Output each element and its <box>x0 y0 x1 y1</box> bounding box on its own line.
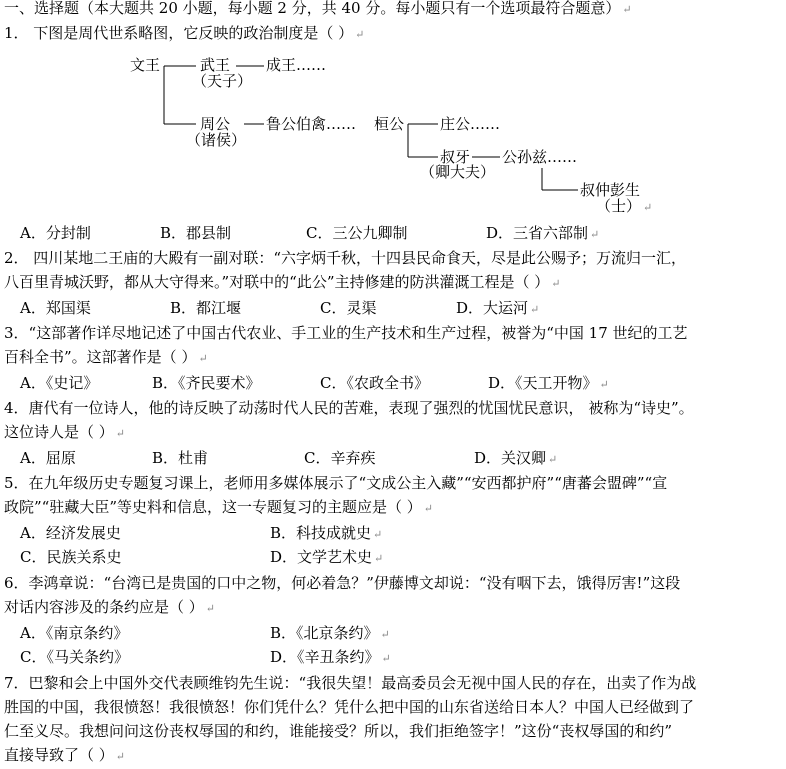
tree-label-shi-text: （士） <box>596 197 642 215</box>
tree-label-zhuhou: （诸侯） <box>186 131 247 149</box>
tree-node-gongsunzi: 公孙兹…… <box>502 148 578 166</box>
tree-label-tianzi: （天子） <box>192 72 253 90</box>
tree-node-zhuanggong: 庄公…… <box>440 115 501 133</box>
paragraph-mark-icon: ↵ <box>643 201 653 214</box>
q2-option-d[interactable] <box>456 297 539 321</box>
q5-option-d[interactable] <box>270 546 383 570</box>
q4-option-c[interactable]: C．辛弃疾 <box>304 449 376 467</box>
paragraph-mark-icon: ↵ <box>115 750 125 763</box>
paragraph-mark-icon: ↵ <box>205 602 215 615</box>
q5-option-d-text: D．文学艺术史 <box>270 548 373 566</box>
q3-option-d[interactable] <box>488 372 609 396</box>
paragraph-mark-icon: ↵ <box>530 303 540 316</box>
q4-option-d[interactable] <box>474 447 557 471</box>
question-2-line-1: 2． 四川某地二王庙的大殿有一副对联：“六字炳千秋，十四县民命食天，尽是此公赐予；万流归一汇， <box>4 249 686 267</box>
q3-option-a[interactable]: A．《史记》 <box>20 374 99 392</box>
paragraph-mark-icon: ↵ <box>115 427 125 440</box>
q6-option-a[interactable]: A．《南京条约》 <box>20 624 129 642</box>
question-7-line-2: 胜国的中国，我很愤怒！我很愤怒！你们凭什么？凭什么把中国的山东省送给日本人？中国人已经做到了 <box>4 698 695 716</box>
question-5-line-1: 5．在九年级历史专题复习课上，老师用多媒体展示了“文成公主入藏”“安西都护府”“唐蕃会盟碑”“宣 <box>4 474 668 492</box>
paragraph-mark-icon: ↵ <box>423 502 433 515</box>
question-3-line-2 <box>4 345 208 371</box>
paragraph-mark-icon: ↵ <box>374 552 384 565</box>
tree-label-qingdafu: （卿大夫） <box>420 163 496 181</box>
tree-node-chengwang: 成王…… <box>266 56 327 74</box>
paragraph-mark-icon: ↵ <box>599 378 609 391</box>
q1-option-a[interactable]: A．分封制 <box>20 224 91 242</box>
q6-option-b[interactable] <box>270 622 390 646</box>
question-5-line-2 <box>4 495 433 521</box>
question-text: 1． 下图是周代世系略图，它反映的政治制度是（ ） <box>4 24 354 42</box>
tree-node-lugong: 鲁公伯禽…… <box>266 115 357 133</box>
question-2-line-2 <box>4 270 561 296</box>
paragraph-mark-icon: ↵ <box>590 228 600 241</box>
q1-option-b[interactable]: B．郡县制 <box>160 224 232 242</box>
q6-option-c[interactable]: C．《马关条约》 <box>20 648 129 666</box>
paragraph-mark-icon: ↵ <box>381 652 391 665</box>
q6-option-d-text: D．《辛丑条约》 <box>270 648 380 666</box>
question-text: 这位诗人是（ ） <box>4 423 114 441</box>
q1-option-d[interactable] <box>486 222 599 246</box>
q4-option-a[interactable]: A．屈原 <box>20 449 76 467</box>
question-text: 八百里青城沃野，都从大守得来。”对联中的“此公”主持修建的防洪灌溉工程是（ ） <box>4 273 550 291</box>
tree-node-shuzhong: 叔仲彭生 <box>580 181 641 199</box>
question-text: 对话内容涉及的条约应是（ ） <box>4 598 204 616</box>
tree-node-zhougong: 周公 <box>200 115 231 133</box>
paragraph-mark-icon: ↵ <box>551 277 561 290</box>
tree-node-huangong: 桓公 <box>374 115 405 133</box>
q1-option-d-text: D．三省六部制 <box>486 224 589 242</box>
q2-option-b[interactable]: B．都江堰 <box>170 299 242 317</box>
q5-option-b[interactable] <box>270 522 382 546</box>
question-6-line-2 <box>4 595 215 621</box>
tree-node-shuya: 叔牙 <box>440 148 471 166</box>
question-1-line-1 <box>4 22 364 46</box>
q6-option-b-text: B．《北京条约》 <box>270 624 379 642</box>
question-7-line-4 <box>4 743 125 769</box>
paragraph-mark-icon: ↵ <box>373 528 383 541</box>
question-text: 政院”“驻藏大臣”等史料和信息，这一专题复习的主题应是（ ） <box>4 498 422 516</box>
paragraph-mark-icon: ↵ <box>355 28 365 41</box>
q5-option-a[interactable]: A．经济发展史 <box>20 524 121 542</box>
q4-option-b[interactable]: B．杜甫 <box>152 449 209 467</box>
tree-node-wenwang: 文王 <box>130 56 161 74</box>
question-3-line-1: 3．“这部著作详尽地记述了中国古代农业、手工业的生产技术和生产过程，被誉为“中国 17 世纪的工艺 <box>4 324 688 342</box>
question-7-line-1: 7．巴黎和会上中国外交代表顾维钧先生说：“我很失望！最高委员会无视中国人民的存在，出卖了作为战 <box>4 674 697 692</box>
q4-option-d-text: D．关汉卿 <box>474 449 547 467</box>
question-4-line-1: 4．唐代有一位诗人，他的诗反映了动荡时代人民的苦难，表现了强烈的忧国忧民意识， 被称为“诗史”。 <box>4 399 694 417</box>
tree-label-shi <box>596 197 652 217</box>
question-text: 直接导致了（ ） <box>4 746 114 764</box>
q2-option-c[interactable]: C．灵渠 <box>320 299 377 317</box>
paragraph-mark-icon: ↵ <box>622 3 632 16</box>
q6-option-d[interactable] <box>270 646 391 670</box>
paragraph-mark-icon: ↵ <box>548 453 558 466</box>
paragraph-mark-icon: ↵ <box>380 628 390 641</box>
question-4-line-2 <box>4 420 125 446</box>
section-header-text: 一、选择题（本大题共 20 小题，每小题 2 分，共 40 分。每小题只有一个选项最符合题意） <box>4 0 621 17</box>
paragraph-mark-icon: ↵ <box>198 352 208 365</box>
question-7-line-3: 仁至义尽。我想问问这份丧权辱国的和约，谁能接受？所以，我们拒绝签字！”这份“丧权辱国的和约” <box>4 722 673 740</box>
question-text: 百科全书”。这部著作是（ ） <box>4 348 197 366</box>
q2-option-a[interactable]: A．郑国渠 <box>20 299 91 317</box>
question-6-line-1: 6．李鸿章说：“台湾已是贵国的口中之物，何必着急？”伊藤博文却说：“没有咽下去，饿得厉害!”这段 <box>4 574 681 592</box>
tree-node-wuwang: 武王 <box>200 56 231 74</box>
q3-option-b[interactable]: B．《齐民要术》 <box>152 374 261 392</box>
q5-option-b-text: B．科技成就史 <box>270 524 372 542</box>
q2-option-d-text: D．大运河 <box>456 299 529 317</box>
section-header <box>4 0 632 21</box>
q5-option-c[interactable]: C．民族关系史 <box>20 548 122 566</box>
q3-option-c[interactable]: C．《农政全书》 <box>320 374 429 392</box>
q1-option-c[interactable]: C．三公九卿制 <box>306 224 408 242</box>
q3-option-d-text: D．《天工开物》 <box>488 374 598 392</box>
